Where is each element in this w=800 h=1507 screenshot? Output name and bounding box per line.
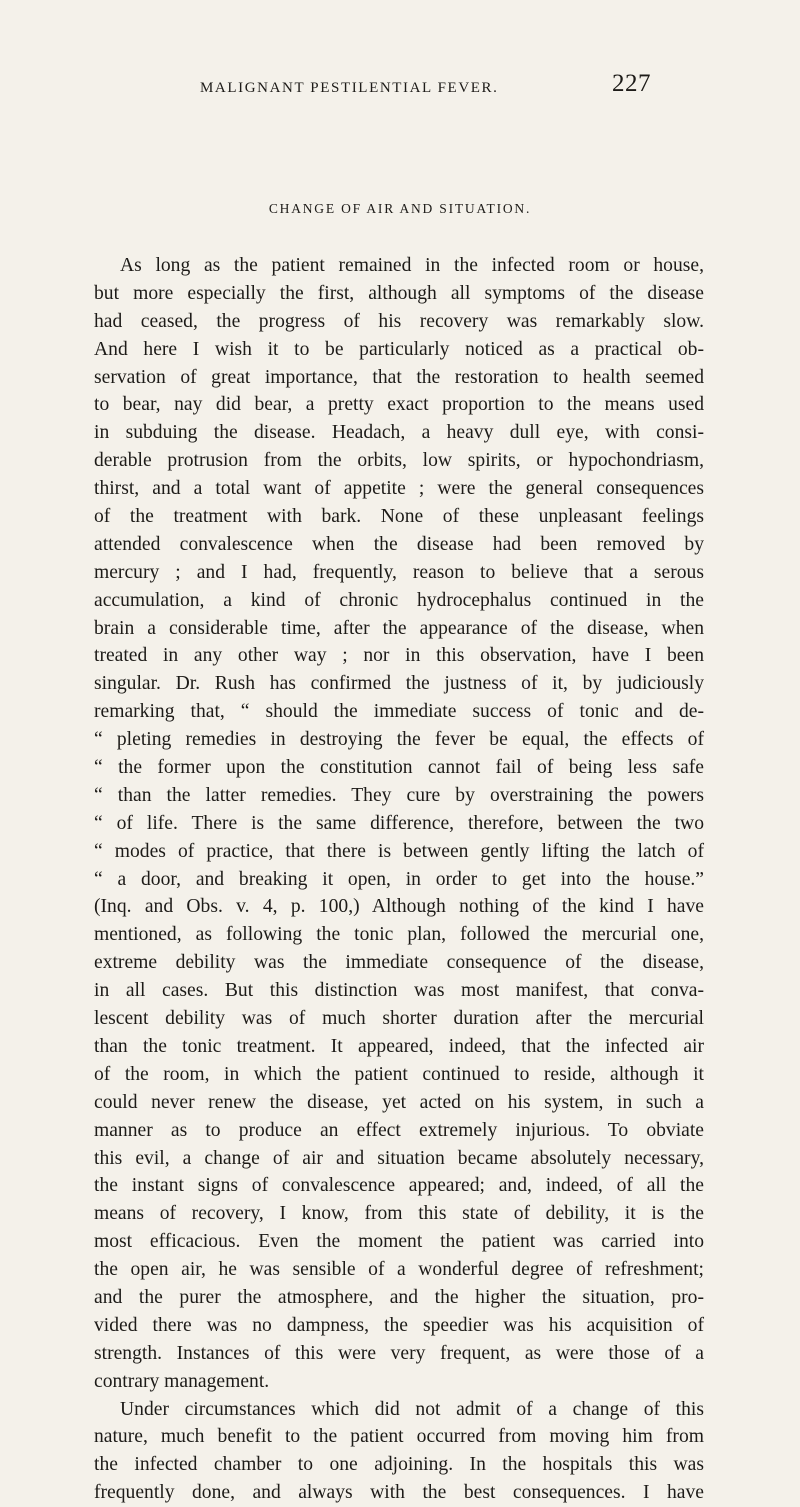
text-line: to bear, nay did bear, a pretty exact proportion to the means used (94, 394, 704, 416)
text-line: mercury ; and I had, frequently, reason to believe that a serous (94, 561, 704, 583)
quoted-line: “ modes of practice, that there is between gently lifting the latch of (94, 840, 704, 862)
text-line: means of recovery, I know, from this state of debility, it is the (94, 1203, 704, 1225)
quoted-line: “ the former upon the constitution cannot fail of being less safe (94, 757, 704, 779)
text-line: and the purer the atmosphere, and the higher the situation, pro- (94, 1286, 704, 1308)
text-line: (Inq. and Obs. v. 4, p. 100,) Although nothing of the kind I have (94, 896, 704, 918)
page-number: 227 (612, 70, 651, 97)
text-line: the infected chamber to one adjoining. In the hospitals this was (94, 1454, 704, 1476)
quoted-line: “ a door, and breaking it open, in order to get into the house.” (94, 868, 704, 890)
text-line: in subduing the disease. Headach, a heavy dull eye, with consi- (94, 422, 704, 444)
text-line: the instant signs of convalescence appeared; and, indeed, of all the (94, 1175, 704, 1197)
text-line: vided there was no dampness, the speedier was his acquisition of (94, 1314, 704, 1336)
text-line: attended convalescence when the disease had been removed by (94, 533, 704, 555)
text-line: treated in any other way ; nor in this observation, have I been (94, 645, 704, 667)
quoted-line: “ pleting remedies in destroying the fever be equal, the effects of (94, 729, 704, 751)
text-line: strength. Instances of this were very frequent, as were those of a (94, 1342, 704, 1364)
text-line: As long as the patient remained in the infected room or house, (120, 255, 704, 276)
section-heading: CHANGE OF AIR AND SITUATION. (268, 201, 532, 216)
quoted-line: “ than the latter remedies. They cure by overstraining the powers (94, 784, 704, 806)
text-line: accumulation, a kind of chronic hydrocephalus continued in the (94, 589, 704, 611)
text-line: this evil, a change of air and situation became absolutely necessary, (94, 1147, 704, 1169)
running-head: MALIGNANT PESTILENTIAL FEVER. (200, 80, 499, 96)
text-line: mentioned, as following the tonic plan, followed the mercurial one, (94, 924, 704, 946)
text-line: in all cases. But this distinction was most manifest, that conva- (94, 980, 704, 1002)
text-line: manner as to produce an effect extremely injurious. To obviate (94, 1119, 704, 1141)
text-line: could never renew the disease, yet acted on his system, in such a (94, 1091, 704, 1113)
paragraph-end-line: contrary management. (94, 1370, 270, 1392)
text-line: And here I wish it to be particularly noticed as a practical ob- (94, 338, 704, 360)
text-line: of the treatment with bark. None of these unpleasant feelings (94, 506, 704, 528)
text-line: extreme debility was the immediate consequence of the disease, (94, 952, 704, 974)
text-line: had ceased, the progress of his recovery was remarkably slow. (94, 310, 704, 332)
text-line: than the tonic treatment. It appeared, indeed, that the infected air (94, 1035, 704, 1057)
body-text (94, 252, 704, 1507)
text-line: but more especially the first, although all symptoms of the disease (94, 282, 704, 304)
text-line: thirst, and a total want of appetite ; were the general consequences (94, 478, 704, 500)
text-line: most efficacious. Even the moment the patient was carried into (94, 1231, 704, 1253)
text-line: Under circumstances which did not admit of a change of this (120, 1398, 704, 1420)
text-line: of the room, in which the patient continued to reside, although it (94, 1063, 704, 1085)
text-line: singular. Dr. Rush has confirmed the justness of it, by judiciously (94, 673, 704, 695)
text-line: lescent debility was of much shorter duration after the mercurial (94, 1008, 704, 1030)
text-line: nature, much benefit to the patient occurred from moving him from (94, 1426, 704, 1448)
text-line: the open air, he was sensible of a wonderful degree of refreshment; (94, 1259, 704, 1281)
text-line: remarking that, “ should the immediate success of tonic and de- (94, 701, 704, 723)
text-line: servation of great importance, that the restoration to health seemed (94, 366, 704, 388)
text-line: brain a considerable time, after the appearance of the disease, when (94, 617, 704, 639)
text-line: frequently done, and always with the best consequences. I have (94, 1482, 704, 1504)
quoted-line: “ of life. There is the same difference, therefore, between the two (94, 812, 704, 834)
text-line: derable protrusion from the orbits, low spirits, or hypochondriasm, (94, 450, 704, 472)
